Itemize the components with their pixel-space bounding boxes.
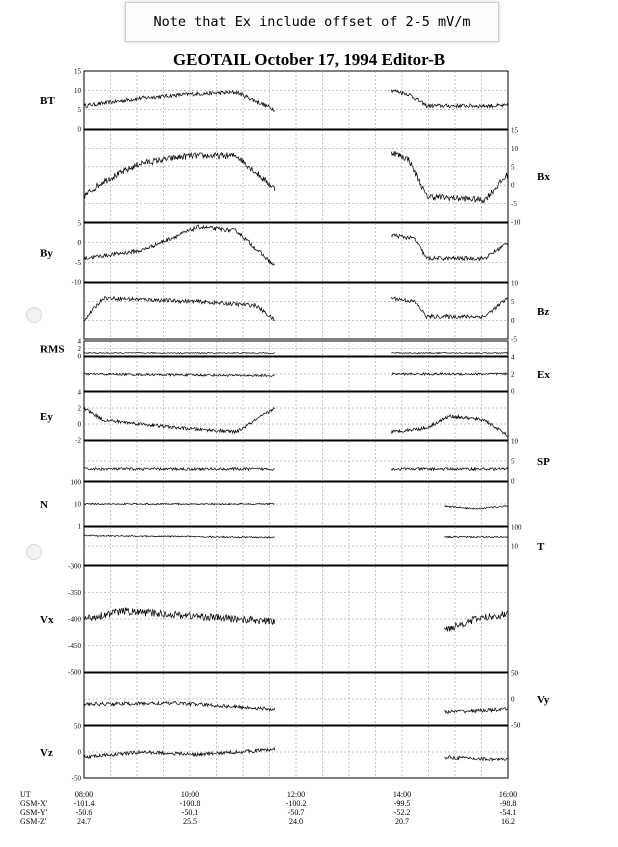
- panel-bt: [40, 68, 508, 134]
- orbit-cell: -100.8: [179, 799, 201, 808]
- y-tick-label: 4: [77, 388, 81, 397]
- data-trace: [444, 506, 508, 510]
- y-tick-label: 2: [511, 370, 515, 379]
- y-tick-label: 10: [511, 144, 518, 153]
- panel-label: Vy: [537, 694, 550, 706]
- orbit-cell: 16.2: [501, 817, 515, 826]
- orbit-cell: 14:00: [392, 790, 412, 799]
- y-tick-label: 0: [77, 239, 81, 248]
- panel-label: BT: [40, 95, 55, 107]
- panel-label: N: [40, 499, 48, 511]
- panel-label: T: [537, 541, 545, 553]
- y-tick-label: -300: [68, 562, 81, 571]
- panel-by: [40, 220, 508, 287]
- panel-sp: [84, 438, 550, 486]
- y-tick-label: 10: [511, 437, 518, 446]
- y-tick-label: 10: [74, 86, 81, 95]
- orbit-cell: -101.4: [73, 799, 95, 808]
- y-tick-label: 0: [77, 352, 81, 361]
- data-trace: [84, 225, 275, 265]
- y-tick-label: 10: [511, 542, 518, 551]
- data-trace: [444, 708, 508, 714]
- data-trace: [391, 151, 508, 203]
- y-tick-label: 5: [77, 106, 81, 115]
- y-tick-label: 0: [511, 387, 515, 396]
- y-tick-label: 5: [511, 298, 515, 307]
- orbit-cell: -50.1: [181, 808, 199, 817]
- data-trace: [84, 608, 275, 625]
- y-tick-label: 2: [77, 404, 81, 413]
- y-tick-label: -5: [75, 258, 81, 267]
- chart-title: GEOTAIL October 17, 1994 Editor-B: [172, 50, 446, 69]
- panel-label: Bz: [537, 306, 550, 318]
- panel-bz: [84, 280, 549, 344]
- y-tick-label: -50: [511, 721, 521, 730]
- orbit-cell: 12:00: [286, 790, 306, 799]
- data-trace: [84, 468, 275, 471]
- panel-vz: [40, 723, 508, 783]
- data-trace: [391, 297, 508, 319]
- y-tick-label: -10: [511, 218, 521, 227]
- orbit-cell: 16:00: [498, 790, 518, 799]
- data-trace: [84, 353, 275, 354]
- panel-vx: [40, 563, 508, 677]
- orbit-row-label: GSM-X': [20, 799, 48, 808]
- panel-label: Ey: [40, 411, 53, 423]
- y-tick-label: 5: [511, 163, 515, 172]
- offset-note: Note that Ex include offset of 2-5 mV/m: [125, 2, 499, 42]
- y-tick-label: 15: [511, 126, 518, 135]
- orbit-cell: -98.8: [499, 799, 517, 808]
- panel-n: [40, 479, 508, 531]
- panel-ey: [40, 389, 508, 445]
- y-tick-label: 5: [511, 457, 515, 466]
- orbit-cell: -99.5: [393, 799, 411, 808]
- orbit-cell: 24.7: [77, 817, 91, 826]
- y-tick-label: 100: [70, 478, 81, 487]
- y-tick-label: -50: [71, 774, 81, 783]
- panel-label: Vz: [40, 747, 53, 759]
- orbit-cell: -50.7: [287, 808, 305, 817]
- panel-label: RMS: [40, 343, 65, 356]
- y-tick-label: 10: [511, 279, 518, 288]
- y-tick-label: 15: [74, 67, 81, 76]
- y-tick-label: 4: [511, 353, 515, 362]
- panel-ex: [84, 354, 550, 396]
- data-trace: [391, 90, 508, 108]
- panel-label: Vx: [40, 614, 54, 626]
- y-tick-label: 2: [77, 345, 81, 353]
- y-tick-label: 0: [511, 477, 515, 486]
- data-trace: [84, 748, 275, 759]
- orbit-cell: 20.7: [395, 817, 409, 826]
- orbit-row-label: GSM-Y': [20, 808, 48, 817]
- data-trace: [84, 373, 275, 377]
- y-tick-label: -10: [71, 278, 81, 287]
- data-trace: [84, 91, 275, 112]
- y-tick-label: 0: [77, 748, 81, 757]
- y-tick-label: 100: [511, 523, 522, 532]
- data-trace: [84, 503, 275, 504]
- orbit-row-label: UT: [20, 790, 31, 799]
- y-tick-label: 0: [77, 125, 81, 134]
- y-tick-label: 1: [77, 522, 81, 531]
- data-trace: [84, 408, 275, 434]
- data-trace: [444, 611, 508, 631]
- data-trace: [391, 373, 508, 375]
- y-tick-label: 0: [511, 181, 515, 190]
- data-trace: [444, 536, 508, 538]
- orbit-row-label: GSM-Z': [20, 817, 47, 826]
- data-trace: [84, 535, 275, 538]
- data-trace: [391, 353, 508, 354]
- orbit-cell: 08:00: [74, 790, 94, 799]
- data-trace: [84, 297, 275, 323]
- orbit-table: [20, 790, 517, 826]
- y-tick-label: 10: [74, 500, 81, 509]
- panel-t: [84, 524, 545, 566]
- data-trace: [84, 153, 275, 199]
- y-tick-label: -350: [68, 589, 81, 597]
- orbit-cell: 24.0: [289, 817, 303, 826]
- y-tick-label: -5: [511, 200, 517, 209]
- y-tick-label: -450: [68, 642, 81, 650]
- orbit-cell: -54.1: [499, 808, 517, 817]
- y-tick-label: -5: [511, 335, 517, 344]
- orbit-cell: -100.2: [285, 799, 307, 808]
- y-tick-label: -2: [75, 436, 81, 445]
- y-tick-label: 4: [77, 337, 81, 346]
- y-tick-label: 0: [511, 695, 515, 704]
- y-tick-label: -400: [68, 615, 81, 624]
- y-tick-label: 50: [511, 669, 518, 678]
- data-trace: [391, 415, 508, 437]
- data-trace: [84, 701, 275, 711]
- y-tick-label: 0: [77, 420, 81, 429]
- orbit-cell: -52.2: [393, 808, 411, 817]
- y-tick-label: 0: [511, 316, 515, 325]
- orbit-cell: 10:00: [180, 790, 200, 799]
- panel-label: SP: [537, 456, 550, 468]
- data-trace: [444, 756, 508, 761]
- panel-label: Bx: [537, 171, 550, 183]
- y-tick-label: 5: [77, 219, 81, 228]
- panel-label: Ex: [537, 369, 550, 381]
- y-tick-label: 50: [74, 722, 81, 731]
- panel-label: By: [40, 247, 53, 260]
- panel-bx: [84, 127, 550, 227]
- y-tick-label: -500: [68, 668, 81, 677]
- panel-vy: [84, 670, 550, 730]
- data-trace: [391, 468, 508, 471]
- orbit-cell: -50.6: [75, 808, 93, 817]
- orbit-cell: 25.5: [183, 817, 197, 826]
- data-trace: [391, 234, 508, 260]
